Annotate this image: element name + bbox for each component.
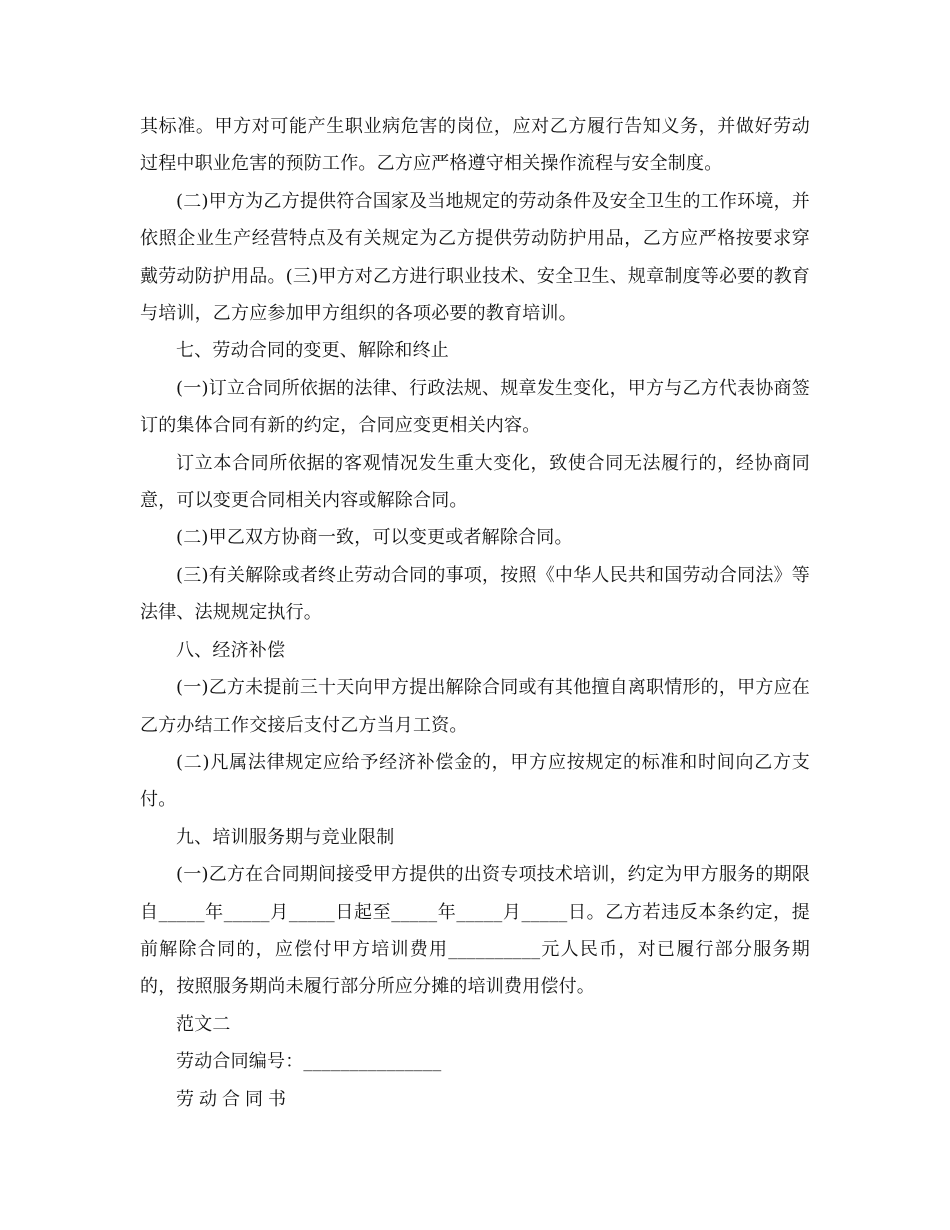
paragraph-7-1-cont: 订立本合同所依据的客观情况发生重大变化，致使合同无法履行的，经协商同意，可以变更合同相关内容或解除合同。 bbox=[140, 452, 810, 512]
paragraph-clause-2-3: (二)甲方为乙方提供符合国家及当地规定的劳动条件及安全卫生的工作环境，并依照企业生产经营特点及有关规定为乙方提供劳动防护用品，乙方应严格按要求穿戴劳动防护用品。(三)甲方对乙方进行职业技术、安全卫生、规章制度等必要的教育与培训，乙方应参加甲方组织的各项必要的教育培训。 bbox=[140, 190, 810, 325]
paragraph-continuation: 其标准。甲方对可能产生职业病危害的岗位，应对乙方履行告知义务，并做好劳动过程中职业危害的预防工作。乙方应严格遵守相关操作流程与安全制度。 bbox=[140, 116, 810, 175]
section-heading-9: 九、培训服务期与竞业限制 bbox=[176, 826, 395, 848]
contract-number-line: 劳动合同编号：_______________ bbox=[176, 1051, 442, 1073]
paragraph-7-2: (二)甲乙双方协商一致，可以变更或者解除合同。 bbox=[176, 527, 573, 549]
section-heading-7: 七、劳动合同的变更、解除和终止 bbox=[176, 340, 449, 362]
paragraph-8-1: (一)乙方未提前三十天向甲方提出解除合同或有其他擅自离职情形的，甲方应在乙方办结工作交接后支付乙方当月工资。 bbox=[140, 677, 810, 736]
section-heading-8: 八、经济补偿 bbox=[176, 639, 286, 661]
contract-title: 劳动合同书 bbox=[176, 1088, 291, 1110]
document-body bbox=[140, 108, 810, 1118]
paragraph-8-2: (二)凡属法律规定应给予经济补偿金的，甲方应按规定的标准和时间向乙方支付。 bbox=[140, 751, 810, 811]
sample-two-heading: 范文二 bbox=[176, 1013, 231, 1035]
paragraph-9-1: (一)乙方在合同期间接受甲方提供的出资专项技术培训，约定为甲方服务的期限自_____年_____月_____日起至_____年_____月_____日。乙方若违反本条约定，提前解除合同的，应偿付甲方培训费用__________元人民币，对已履行部分服务期的，按照服务期尚未履行部分所应分摊的培训费用偿付。 bbox=[140, 864, 810, 998]
paragraph-7-3: (三)有关解除或者终止劳动合同的事项，按照《中华人民共和国劳动合同法》等法律、法规规定执行。 bbox=[140, 564, 810, 624]
paragraph-7-1: (一)订立合同所依据的法律、行政法规、规章发生变化，甲方与乙方代表协商签订的集体合同有新的约定，合同应变更相关内容。 bbox=[140, 377, 810, 437]
